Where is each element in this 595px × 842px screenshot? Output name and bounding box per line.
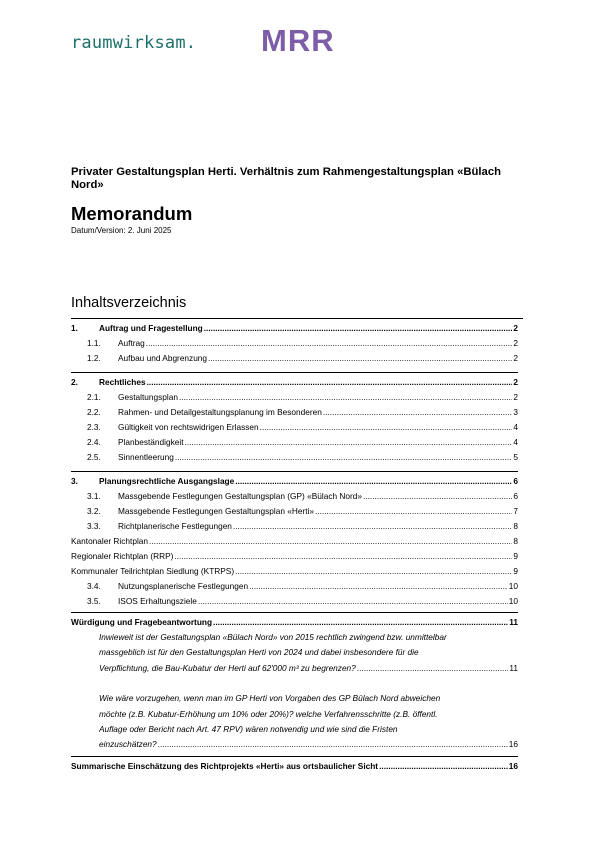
toc-divider <box>71 318 523 319</box>
toc-entry-2-3[interactable] <box>71 420 518 435</box>
toc-page: 2 <box>513 323 518 333</box>
toc-entry-2-2[interactable] <box>71 405 518 420</box>
toc-title: Würdigung und Fragebeantwortung <box>71 617 213 627</box>
toc-number: 1. <box>71 323 78 333</box>
toc-page: 16 <box>508 760 518 771</box>
toc-page: 9 <box>513 551 518 561</box>
toc-page: 8 <box>513 521 518 531</box>
toc-page: 3 <box>513 407 518 417</box>
question-line: einzuschätzen? <box>99 739 157 750</box>
toc-title: Aufbau und Abgrenzung <box>118 353 208 363</box>
toc-entry-summarische-einschaetzung[interactable] <box>71 759 518 774</box>
toc-entry-3[interactable] <box>71 474 518 489</box>
toc-number: 3.1. <box>87 491 101 501</box>
toc-title: ISOS Erhaltungsziele <box>118 596 197 606</box>
toc-entry-1-2[interactable] <box>71 351 518 366</box>
toc-entry-2-1[interactable] <box>71 390 518 405</box>
toc-title: Gültigkeit von rechtswidrigen Erlassen <box>118 422 259 432</box>
toc-entry-kantonaler-richtplan[interactable] <box>71 534 518 549</box>
toc-page: 2 <box>513 377 518 387</box>
document-subject: Privater Gestaltungsplan Herti. Verhältnis zum Rahmengestaltungsplan «Bülach Nord» <box>71 166 502 191</box>
section-divider <box>71 465 518 472</box>
toc-page: 2 <box>513 392 518 402</box>
toc-title: Gestaltungsplan <box>118 392 178 402</box>
document-title: Memorandum <box>71 203 193 224</box>
toc-heading: Inhaltsverzeichnis <box>71 295 187 311</box>
toc-title: Auftrag und Fragestellung <box>99 323 203 333</box>
raumwirksam-logo: raumwirksam. <box>71 33 197 53</box>
toc-number: 1.1. <box>87 338 101 348</box>
toc-question-1[interactable] <box>71 630 518 676</box>
toc-page: 11 <box>509 617 518 627</box>
question-line: massgeblich ist für den Gestaltungsplan Herti von 2024 und dabei insbesondere für die <box>99 647 419 658</box>
toc-number: 2.4. <box>87 437 101 447</box>
toc-page: 4 <box>513 422 518 432</box>
toc-page: 6 <box>513 476 518 486</box>
toc-page: 6 <box>513 491 518 501</box>
toc-number: 3.5. <box>87 596 101 606</box>
question-line: Inwieweit ist der Gestaltungsplan «Bülach Nord» von 2015 rechtlich zwingend bzw. unmittelbar <box>99 632 447 642</box>
section-divider <box>71 366 518 373</box>
toc-page: 16 <box>508 739 518 750</box>
toc-number: 1.2. <box>87 353 101 363</box>
toc-page: 11 <box>509 662 518 673</box>
toc-entry-3-3[interactable] <box>71 519 518 534</box>
toc-entry-1[interactable] <box>71 321 518 336</box>
table-of-contents <box>71 321 518 774</box>
toc-number: 3. <box>71 476 78 486</box>
toc-number: 3.4. <box>87 581 101 591</box>
toc-entry-3-5[interactable] <box>71 594 518 609</box>
toc-number: 2. <box>71 377 78 387</box>
mrr-logo: MRR <box>261 23 335 58</box>
toc-title: Massgebende Festlegungen Gestaltungsplan «Herti» <box>118 506 315 516</box>
toc-title: Massgebende Festlegungen Gestaltungsplan (GP) «Bülach Nord» <box>118 491 362 501</box>
toc-page: 10 <box>508 581 518 591</box>
toc-number: 3.2. <box>87 506 101 516</box>
toc-entry-kommunaler-teilrichtplan[interactable] <box>71 564 518 579</box>
toc-entry-3-4[interactable] <box>71 579 518 594</box>
toc-title: Regionaler Richtplan (RRP) <box>71 551 174 561</box>
toc-number: 2.2. <box>87 407 101 417</box>
toc-title: Sinnentleerung <box>118 452 174 462</box>
section-divider <box>71 753 518 757</box>
toc-number: 2.3. <box>87 422 101 432</box>
toc-page: 8 <box>513 536 518 546</box>
toc-entry-2[interactable] <box>71 375 518 390</box>
toc-title: Nutzungsplanerische Festlegungen <box>118 581 249 591</box>
toc-number: 2.5. <box>87 452 101 462</box>
toc-title: Richtplanerische Festlegungen <box>118 521 232 531</box>
toc-number: 2.1. <box>87 392 101 402</box>
toc-title: Auftrag <box>118 338 145 348</box>
toc-page: 4 <box>513 437 518 447</box>
question-line: Wie wäre vorzugehen, wenn man im GP Herti von Vorgaben des GP Bülach Nord abweichen <box>99 693 441 704</box>
toc-page: 2 <box>513 338 518 348</box>
toc-page: 9 <box>513 566 518 576</box>
toc-entry-1-1[interactable] <box>71 336 518 351</box>
section-divider <box>71 609 518 613</box>
toc-page: 5 <box>513 452 518 462</box>
toc-title: Summarische Einschätzung des Richtprojekts «Herti» aus ortsbaulicher Sicht <box>71 760 379 771</box>
question-line: Auflage oder Bericht nach Art. 47 RPV) wären notwendig und wie sind die Fristen <box>99 724 398 735</box>
toc-title: Kantonaler Richtplan <box>71 536 149 546</box>
toc-entry-3-2[interactable] <box>71 504 518 519</box>
toc-number: 3.3. <box>87 521 101 531</box>
toc-title: Rahmen- und Detailgestaltungsplanung im Besonderen <box>118 407 322 417</box>
toc-page: 10 <box>508 596 518 606</box>
toc-entry-2-4[interactable] <box>71 435 518 450</box>
toc-entry-2-5[interactable] <box>71 450 518 465</box>
toc-title: Kommunaler Teilrichtplan Siedlung (KTRPS) <box>71 566 235 576</box>
toc-title: Rechtliches <box>99 377 146 387</box>
toc-title: Planungsrechtliche Ausgangslage <box>99 476 235 486</box>
toc-page: 7 <box>513 506 518 516</box>
toc-entry-3-1[interactable] <box>71 489 518 504</box>
question-line: möchte (z.B. Kubatur-Erhöhung um 10% oder 20%)? welche Verfahrensschritte (z.B. öffentl. <box>99 708 438 719</box>
toc-entry-regionaler-richtplan[interactable] <box>71 549 518 564</box>
document-date: Datum/Version: 2. Juni 2025 <box>71 226 172 235</box>
toc-question-2[interactable] <box>71 691 518 753</box>
question-line: Verpflichtung, die Bau-Kubatur der Herti auf 62'000 m³ zu begrenzen? <box>99 662 356 673</box>
toc-entry-wuerdigung[interactable] <box>71 615 518 630</box>
toc-title: Planbeständigkeit <box>118 437 184 447</box>
toc-page: 2 <box>513 353 518 363</box>
